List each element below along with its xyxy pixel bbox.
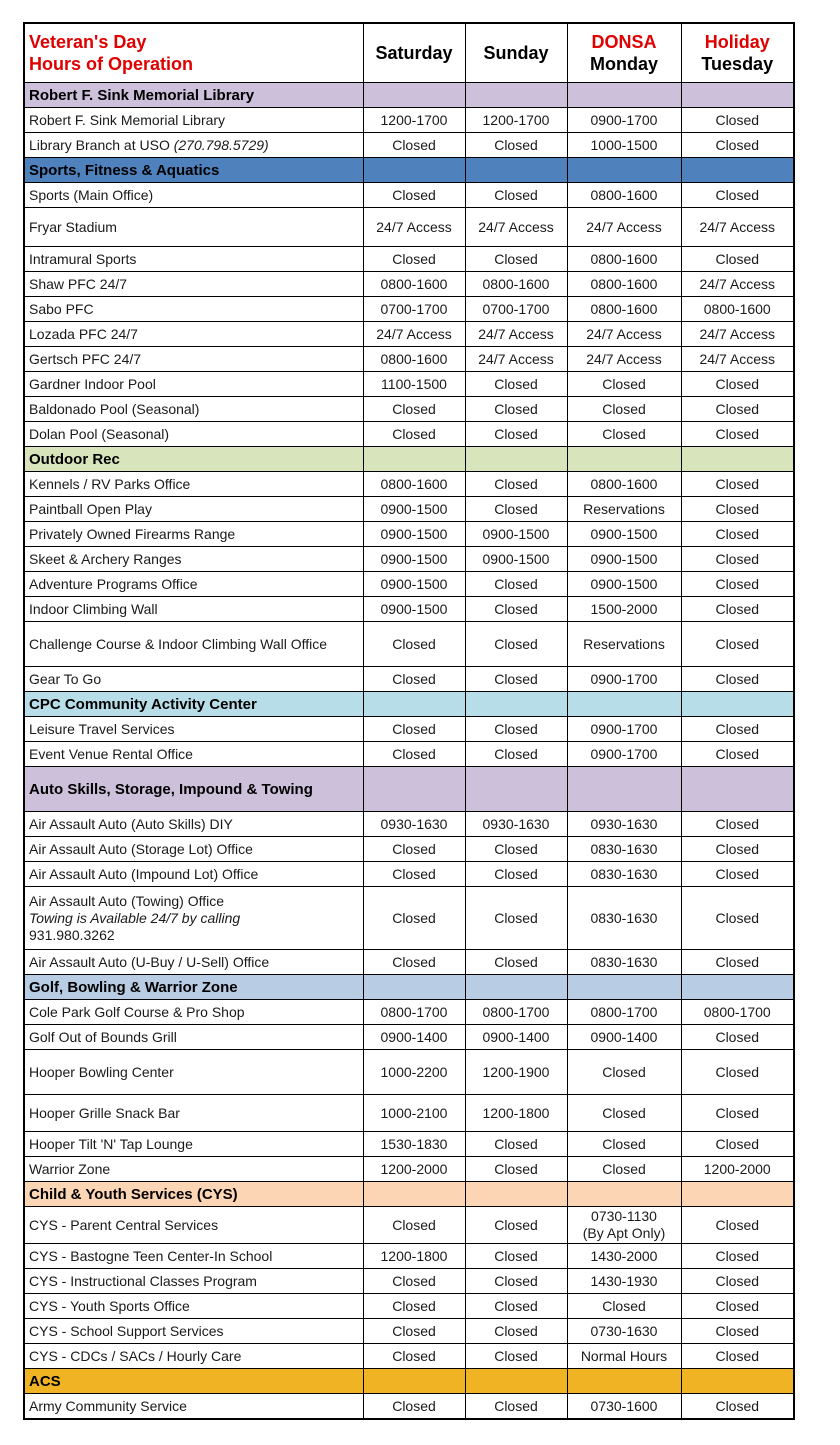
hours-monday: 0830-1630 xyxy=(567,887,681,950)
hours-monday: 0900-1500 xyxy=(567,522,681,547)
hours-saturday: Closed xyxy=(363,622,465,667)
hours-sunday: Closed xyxy=(465,1319,567,1344)
hours-monday: 24/7 Access xyxy=(567,347,681,372)
hours-tuesday: 24/7 Access xyxy=(681,322,794,347)
table-row xyxy=(24,472,794,497)
facility-name: Baldonado Pool (Seasonal) xyxy=(24,397,363,422)
hours-monday: 1430-1930 xyxy=(567,1269,681,1294)
table-row xyxy=(24,297,794,322)
facility-name: Paintball Open Play xyxy=(24,497,363,522)
hours-monday: Normal Hours xyxy=(567,1344,681,1369)
hours-saturday: 1200-1700 xyxy=(363,108,465,133)
hours-sunday: Closed xyxy=(465,742,567,767)
hours-sunday: Closed xyxy=(465,247,567,272)
col-sunday: Sunday xyxy=(465,23,567,83)
hours-saturday: Closed xyxy=(363,133,465,158)
table-row xyxy=(24,1344,794,1369)
facility-name: Army Community Service xyxy=(24,1394,363,1420)
table-row xyxy=(24,1000,794,1025)
hours-saturday: Closed xyxy=(363,397,465,422)
hours-saturday: 0800-1600 xyxy=(363,347,465,372)
table-row xyxy=(24,950,794,975)
hours-sunday: 0900-1500 xyxy=(465,522,567,547)
section-name: ACS xyxy=(24,1369,363,1394)
hours-saturday: 1000-2100 xyxy=(363,1095,465,1132)
hours-sunday: 24/7 Access xyxy=(465,322,567,347)
section-header-library xyxy=(24,83,794,108)
hours-monday: Closed xyxy=(567,372,681,397)
facility-name: CYS - Instructional Classes Program xyxy=(24,1269,363,1294)
section-header-cpc xyxy=(24,692,794,717)
section-name: Auto Skills, Storage, Impound & Towing xyxy=(24,767,363,812)
facility-name: Gertsch PFC 24/7 xyxy=(24,347,363,372)
facility-name: Shaw PFC 24/7 xyxy=(24,272,363,297)
hours-tuesday: Closed xyxy=(681,812,794,837)
table-row xyxy=(24,1132,794,1157)
section-name: Outdoor Rec xyxy=(24,447,363,472)
header-row xyxy=(24,23,794,83)
hours-sunday: 0800-1700 xyxy=(465,1000,567,1025)
facility-name: Air Assault Auto (Impound Lot) Office xyxy=(24,862,363,887)
hours-monday: Reservations xyxy=(567,622,681,667)
hours-tuesday: 24/7 Access xyxy=(681,208,794,247)
sheet-title xyxy=(24,23,363,83)
hours-monday: 1430-2000 xyxy=(567,1244,681,1269)
table-row xyxy=(24,1294,794,1319)
hours-sunday: 24/7 Access xyxy=(465,347,567,372)
facility-name: Intramural Sports xyxy=(24,247,363,272)
hours-saturday: Closed xyxy=(363,742,465,767)
by-appointment-note: (By Apt Only) xyxy=(582,1225,666,1241)
hours-tuesday: Closed xyxy=(681,1319,794,1344)
facility-name: Dolan Pool (Seasonal) xyxy=(24,422,363,447)
facility-name: Sports (Main Office) xyxy=(24,183,363,208)
facility-name: Gear To Go xyxy=(24,667,363,692)
col-monday-top: DONSA xyxy=(591,32,657,52)
col-tuesday-bottom: Tuesday xyxy=(701,54,774,74)
facility-name: CYS - Bastogne Teen Center-In School xyxy=(24,1244,363,1269)
hours-sheet xyxy=(23,22,795,1420)
hours-monday: Reservations xyxy=(567,497,681,522)
hours-sunday: Closed xyxy=(465,1344,567,1369)
table-row xyxy=(24,667,794,692)
hours-saturday: 24/7 Access xyxy=(363,322,465,347)
hours-saturday: 0930-1630 xyxy=(363,812,465,837)
table-row xyxy=(24,347,794,372)
facility-name: Hooper Bowling Center xyxy=(24,1050,363,1095)
table-row xyxy=(24,322,794,347)
hours-sunday: 1200-1700 xyxy=(465,108,567,133)
hours-saturday: 0800-1600 xyxy=(363,272,465,297)
table-row xyxy=(24,622,794,667)
hours-sunday: Closed xyxy=(465,1132,567,1157)
hours-monday: 24/7 Access xyxy=(567,322,681,347)
hours-monday: Closed xyxy=(567,1132,681,1157)
hours-monday: 1000-1500 xyxy=(567,133,681,158)
hours-tuesday: Closed xyxy=(681,717,794,742)
hours-monday: Closed xyxy=(567,1095,681,1132)
section-name: CPC Community Activity Center xyxy=(24,692,363,717)
hours-monday: 0830-1630 xyxy=(567,837,681,862)
hours-sunday: Closed xyxy=(465,372,567,397)
hours-saturday: 0900-1500 xyxy=(363,497,465,522)
hours-sunday: Closed xyxy=(465,622,567,667)
hours-monday: Closed xyxy=(567,1294,681,1319)
hours-tuesday: Closed xyxy=(681,622,794,667)
facility-name: Hooper Grille Snack Bar xyxy=(24,1095,363,1132)
facility-name: CYS - CDCs / SACs / Hourly Care xyxy=(24,1344,363,1369)
hours-sunday: Closed xyxy=(465,397,567,422)
hours-tuesday: Closed xyxy=(681,133,794,158)
hours-tuesday: Closed xyxy=(681,183,794,208)
facility-name: Event Venue Rental Office xyxy=(24,742,363,767)
hours-sunday: Closed xyxy=(465,572,567,597)
facility-name: Privately Owned Firearms Range xyxy=(24,522,363,547)
section-header-cys xyxy=(24,1182,794,1207)
hours-saturday: 1000-2200 xyxy=(363,1050,465,1095)
facility-name: Indoor Climbing Wall xyxy=(24,597,363,622)
hours-saturday: 1100-1500 xyxy=(363,372,465,397)
hours-tuesday: Closed xyxy=(681,108,794,133)
table-row xyxy=(24,597,794,622)
hours-monday: 0800-1600 xyxy=(567,183,681,208)
hours-tuesday: Closed xyxy=(681,1394,794,1420)
hours-saturday: 0900-1500 xyxy=(363,572,465,597)
hours-saturday: Closed xyxy=(363,950,465,975)
hours-saturday: 1530-1830 xyxy=(363,1132,465,1157)
hours-sunday: Closed xyxy=(465,1269,567,1294)
table-row xyxy=(24,272,794,297)
hours-tuesday: Closed xyxy=(681,1132,794,1157)
uso-phone: (270.798.5729) xyxy=(173,137,269,153)
table-row xyxy=(24,717,794,742)
table-row xyxy=(24,1207,794,1244)
hours-tuesday: Closed xyxy=(681,1207,794,1244)
hours-saturday: Closed xyxy=(363,887,465,950)
hours-tuesday: 24/7 Access xyxy=(681,272,794,297)
hours-tuesday: Closed xyxy=(681,742,794,767)
col-tuesday xyxy=(681,23,794,83)
hours-sunday: Closed xyxy=(465,667,567,692)
hours-sunday: Closed xyxy=(465,1207,567,1244)
hours-saturday: Closed xyxy=(363,1207,465,1244)
facility-name xyxy=(24,133,363,158)
hours-sunday: Closed xyxy=(465,183,567,208)
table-row xyxy=(24,812,794,837)
section-name: Child & Youth Services (CYS) xyxy=(24,1182,363,1207)
hours-monday: 24/7 Access xyxy=(567,208,681,247)
hours-saturday: 0800-1700 xyxy=(363,1000,465,1025)
hours-saturday: 24/7 Access xyxy=(363,208,465,247)
hours-saturday: 0900-1500 xyxy=(363,597,465,622)
hours-sunday: 0800-1600 xyxy=(465,272,567,297)
hours-sunday: Closed xyxy=(465,1294,567,1319)
hours-sunday: Closed xyxy=(465,862,567,887)
table-row xyxy=(24,837,794,862)
table-row xyxy=(24,1319,794,1344)
hours-saturday: 1200-1800 xyxy=(363,1244,465,1269)
table-row xyxy=(24,108,794,133)
hours-saturday: 0800-1600 xyxy=(363,472,465,497)
title-line-1: Veteran's Day xyxy=(29,32,147,52)
facility-name: Adventure Programs Office xyxy=(24,572,363,597)
facility-name: Warrior Zone xyxy=(24,1157,363,1182)
hours-tuesday: Closed xyxy=(681,1344,794,1369)
hours-sunday: 0930-1630 xyxy=(465,812,567,837)
hours-sunday: Closed xyxy=(465,422,567,447)
hours-saturday: Closed xyxy=(363,862,465,887)
table-row xyxy=(24,372,794,397)
hours-monday: 0900-1500 xyxy=(567,572,681,597)
hours-monday: 0930-1630 xyxy=(567,812,681,837)
hours-tuesday: Closed xyxy=(681,247,794,272)
hours-monday: 0800-1600 xyxy=(567,272,681,297)
hours-tuesday: Closed xyxy=(681,522,794,547)
section-name: Robert F. Sink Memorial Library xyxy=(24,83,363,108)
hours-monday: Closed xyxy=(567,1050,681,1095)
facility-name: CYS - Youth Sports Office xyxy=(24,1294,363,1319)
section-header-golf xyxy=(24,975,794,1000)
hours-tuesday: Closed xyxy=(681,497,794,522)
hours-tuesday: Closed xyxy=(681,1095,794,1132)
table-row xyxy=(24,1050,794,1095)
hours-tuesday: Closed xyxy=(681,667,794,692)
hours-monday: Closed xyxy=(567,397,681,422)
hours-monday: 0800-1600 xyxy=(567,472,681,497)
table-row xyxy=(24,247,794,272)
table-row xyxy=(24,1394,794,1420)
hours-sunday: Closed xyxy=(465,1244,567,1269)
hours-tuesday: Closed xyxy=(681,597,794,622)
towing-phone: 931.980.3262 xyxy=(29,926,115,943)
facility-label: Library Branch at USO xyxy=(29,137,170,153)
hours-tuesday: 1200-2000 xyxy=(681,1157,794,1182)
facility-name: Challenge Course & Indoor Climbing Wall Office xyxy=(24,622,363,667)
hours-saturday: Closed xyxy=(363,1344,465,1369)
hours-sunday: Closed xyxy=(465,717,567,742)
hours-saturday: 0900-1500 xyxy=(363,522,465,547)
facility-name: Air Assault Auto (Storage Lot) Office xyxy=(24,837,363,862)
hours-sunday: Closed xyxy=(465,887,567,950)
hours-sunday: Closed xyxy=(465,133,567,158)
hours-monday: 0900-1500 xyxy=(567,547,681,572)
table-row xyxy=(24,1095,794,1132)
hours-tuesday: Closed xyxy=(681,547,794,572)
facility-name: Kennels / RV Parks Office xyxy=(24,472,363,497)
facility-name: Cole Park Golf Course & Pro Shop xyxy=(24,1000,363,1025)
hours-monday: 0900-1400 xyxy=(567,1025,681,1050)
hours-tuesday: Closed xyxy=(681,950,794,975)
facility-name: CYS - School Support Services xyxy=(24,1319,363,1344)
facility-label: Air Assault Auto (Towing) Office xyxy=(29,892,225,909)
table-row xyxy=(24,422,794,447)
hours-sunday: Closed xyxy=(465,837,567,862)
hours-monday: Closed xyxy=(567,1157,681,1182)
hours-monday: 0830-1630 xyxy=(567,862,681,887)
table-row xyxy=(24,1269,794,1294)
hours-saturday: Closed xyxy=(363,422,465,447)
hours-monday: 0900-1700 xyxy=(567,717,681,742)
table-row xyxy=(24,887,794,950)
col-saturday: Saturday xyxy=(363,23,465,83)
facility-name: Gardner Indoor Pool xyxy=(24,372,363,397)
hours-sunday: 0900-1400 xyxy=(465,1025,567,1050)
hours-sunday: 1200-1900 xyxy=(465,1050,567,1095)
table-row xyxy=(24,1244,794,1269)
col-monday xyxy=(567,23,681,83)
hours-tuesday: Closed xyxy=(681,862,794,887)
facility-name: CYS - Parent Central Services xyxy=(24,1207,363,1244)
table-row xyxy=(24,183,794,208)
hours-monday: 1500-2000 xyxy=(567,597,681,622)
table-row xyxy=(24,497,794,522)
hours-saturday: 1200-2000 xyxy=(363,1157,465,1182)
hours-sunday: Closed xyxy=(465,1157,567,1182)
hours-monday: 0830-1630 xyxy=(567,950,681,975)
hours-saturday: Closed xyxy=(363,717,465,742)
hours-tuesday: Closed xyxy=(681,837,794,862)
table-row xyxy=(24,522,794,547)
facility-name: Fryar Stadium xyxy=(24,208,363,247)
facility-name: Hooper Tilt 'N' Tap Lounge xyxy=(24,1132,363,1157)
section-header-sports xyxy=(24,158,794,183)
hours-tuesday: Closed xyxy=(681,397,794,422)
facility-name: Sabo PFC xyxy=(24,297,363,322)
hours-tuesday: Closed xyxy=(681,887,794,950)
hours-saturday: Closed xyxy=(363,183,465,208)
table-row xyxy=(24,742,794,767)
hours-monday: 0900-1700 xyxy=(567,667,681,692)
hours-sunday: 0700-1700 xyxy=(465,297,567,322)
section-header-auto xyxy=(24,767,794,812)
hours-sunday: Closed xyxy=(465,497,567,522)
hours-tuesday: Closed xyxy=(681,1294,794,1319)
facility-name: Air Assault Auto (Auto Skills) DIY xyxy=(24,812,363,837)
hours-monday: Closed xyxy=(567,422,681,447)
table-row xyxy=(24,862,794,887)
section-name: Golf, Bowling & Warrior Zone xyxy=(24,975,363,1000)
hours-monday: 0730-1600 xyxy=(567,1394,681,1420)
facility-name: Skeet & Archery Ranges xyxy=(24,547,363,572)
table-row xyxy=(24,397,794,422)
hours-tuesday: 24/7 Access xyxy=(681,347,794,372)
table-row xyxy=(24,208,794,247)
hours-saturday: Closed xyxy=(363,1294,465,1319)
hours-saturday: 0900-1400 xyxy=(363,1025,465,1050)
hours-saturday: 0700-1700 xyxy=(363,297,465,322)
hours-sunday: Closed xyxy=(465,1394,567,1420)
table-row xyxy=(24,133,794,158)
title-line-2: Hours of Operation xyxy=(29,54,194,74)
hours-saturday: Closed xyxy=(363,1319,465,1344)
hours-tuesday: Closed xyxy=(681,1050,794,1095)
table-row xyxy=(24,1157,794,1182)
hours-monday: 0800-1700 xyxy=(567,1000,681,1025)
hours-sunday: Closed xyxy=(465,950,567,975)
hours-tuesday: Closed xyxy=(681,1025,794,1050)
hours-tuesday: Closed xyxy=(681,372,794,397)
col-monday-bottom: Monday xyxy=(589,54,658,74)
table-row xyxy=(24,572,794,597)
hours-tuesday: Closed xyxy=(681,572,794,597)
hours-monday: 0800-1600 xyxy=(567,247,681,272)
table-row xyxy=(24,547,794,572)
hours-saturday: 0900-1500 xyxy=(363,547,465,572)
hours-saturday: Closed xyxy=(363,247,465,272)
hours-tuesday: Closed xyxy=(681,1244,794,1269)
hours-tuesday: Closed xyxy=(681,1269,794,1294)
section-name: Sports, Fitness & Aquatics xyxy=(24,158,363,183)
hours-saturday: Closed xyxy=(363,667,465,692)
facility-name: Lozada PFC 24/7 xyxy=(24,322,363,347)
hours-tuesday: 0800-1700 xyxy=(681,1000,794,1025)
hours-saturday: Closed xyxy=(363,1269,465,1294)
facility-name: Golf Out of Bounds Grill xyxy=(24,1025,363,1050)
facility-name: Air Assault Auto (U-Buy / U-Sell) Office xyxy=(24,950,363,975)
towing-note: Towing is Available 24/7 by calling xyxy=(29,909,241,926)
hours-tuesday: Closed xyxy=(681,472,794,497)
hours-monday xyxy=(567,1207,681,1244)
hours-sunday: 1200-1800 xyxy=(465,1095,567,1132)
hours-sunday: Closed xyxy=(465,472,567,497)
hours-saturday: Closed xyxy=(363,837,465,862)
hours-table xyxy=(23,22,795,1420)
hours-monday: 0730-1630 xyxy=(567,1319,681,1344)
facility-name xyxy=(24,887,363,950)
hours-saturday: Closed xyxy=(363,1394,465,1420)
hours-tuesday: 0800-1600 xyxy=(681,297,794,322)
hours-sunday: Closed xyxy=(465,597,567,622)
hours-monday: 0800-1600 xyxy=(567,297,681,322)
col-tuesday-top: Holiday xyxy=(704,32,770,52)
section-header-acs xyxy=(24,1369,794,1394)
hours-tuesday: Closed xyxy=(681,422,794,447)
facility-name: Robert F. Sink Memorial Library xyxy=(24,108,363,133)
section-header-outdoor xyxy=(24,447,794,472)
hours-monday: 0900-1700 xyxy=(567,108,681,133)
hours-monday-time: 0730-1130 xyxy=(591,1208,657,1224)
table-row xyxy=(24,1025,794,1050)
facility-name: Leisure Travel Services xyxy=(24,717,363,742)
hours-monday: 0900-1700 xyxy=(567,742,681,767)
hours-sunday: 24/7 Access xyxy=(465,208,567,247)
hours-sunday: 0900-1500 xyxy=(465,547,567,572)
